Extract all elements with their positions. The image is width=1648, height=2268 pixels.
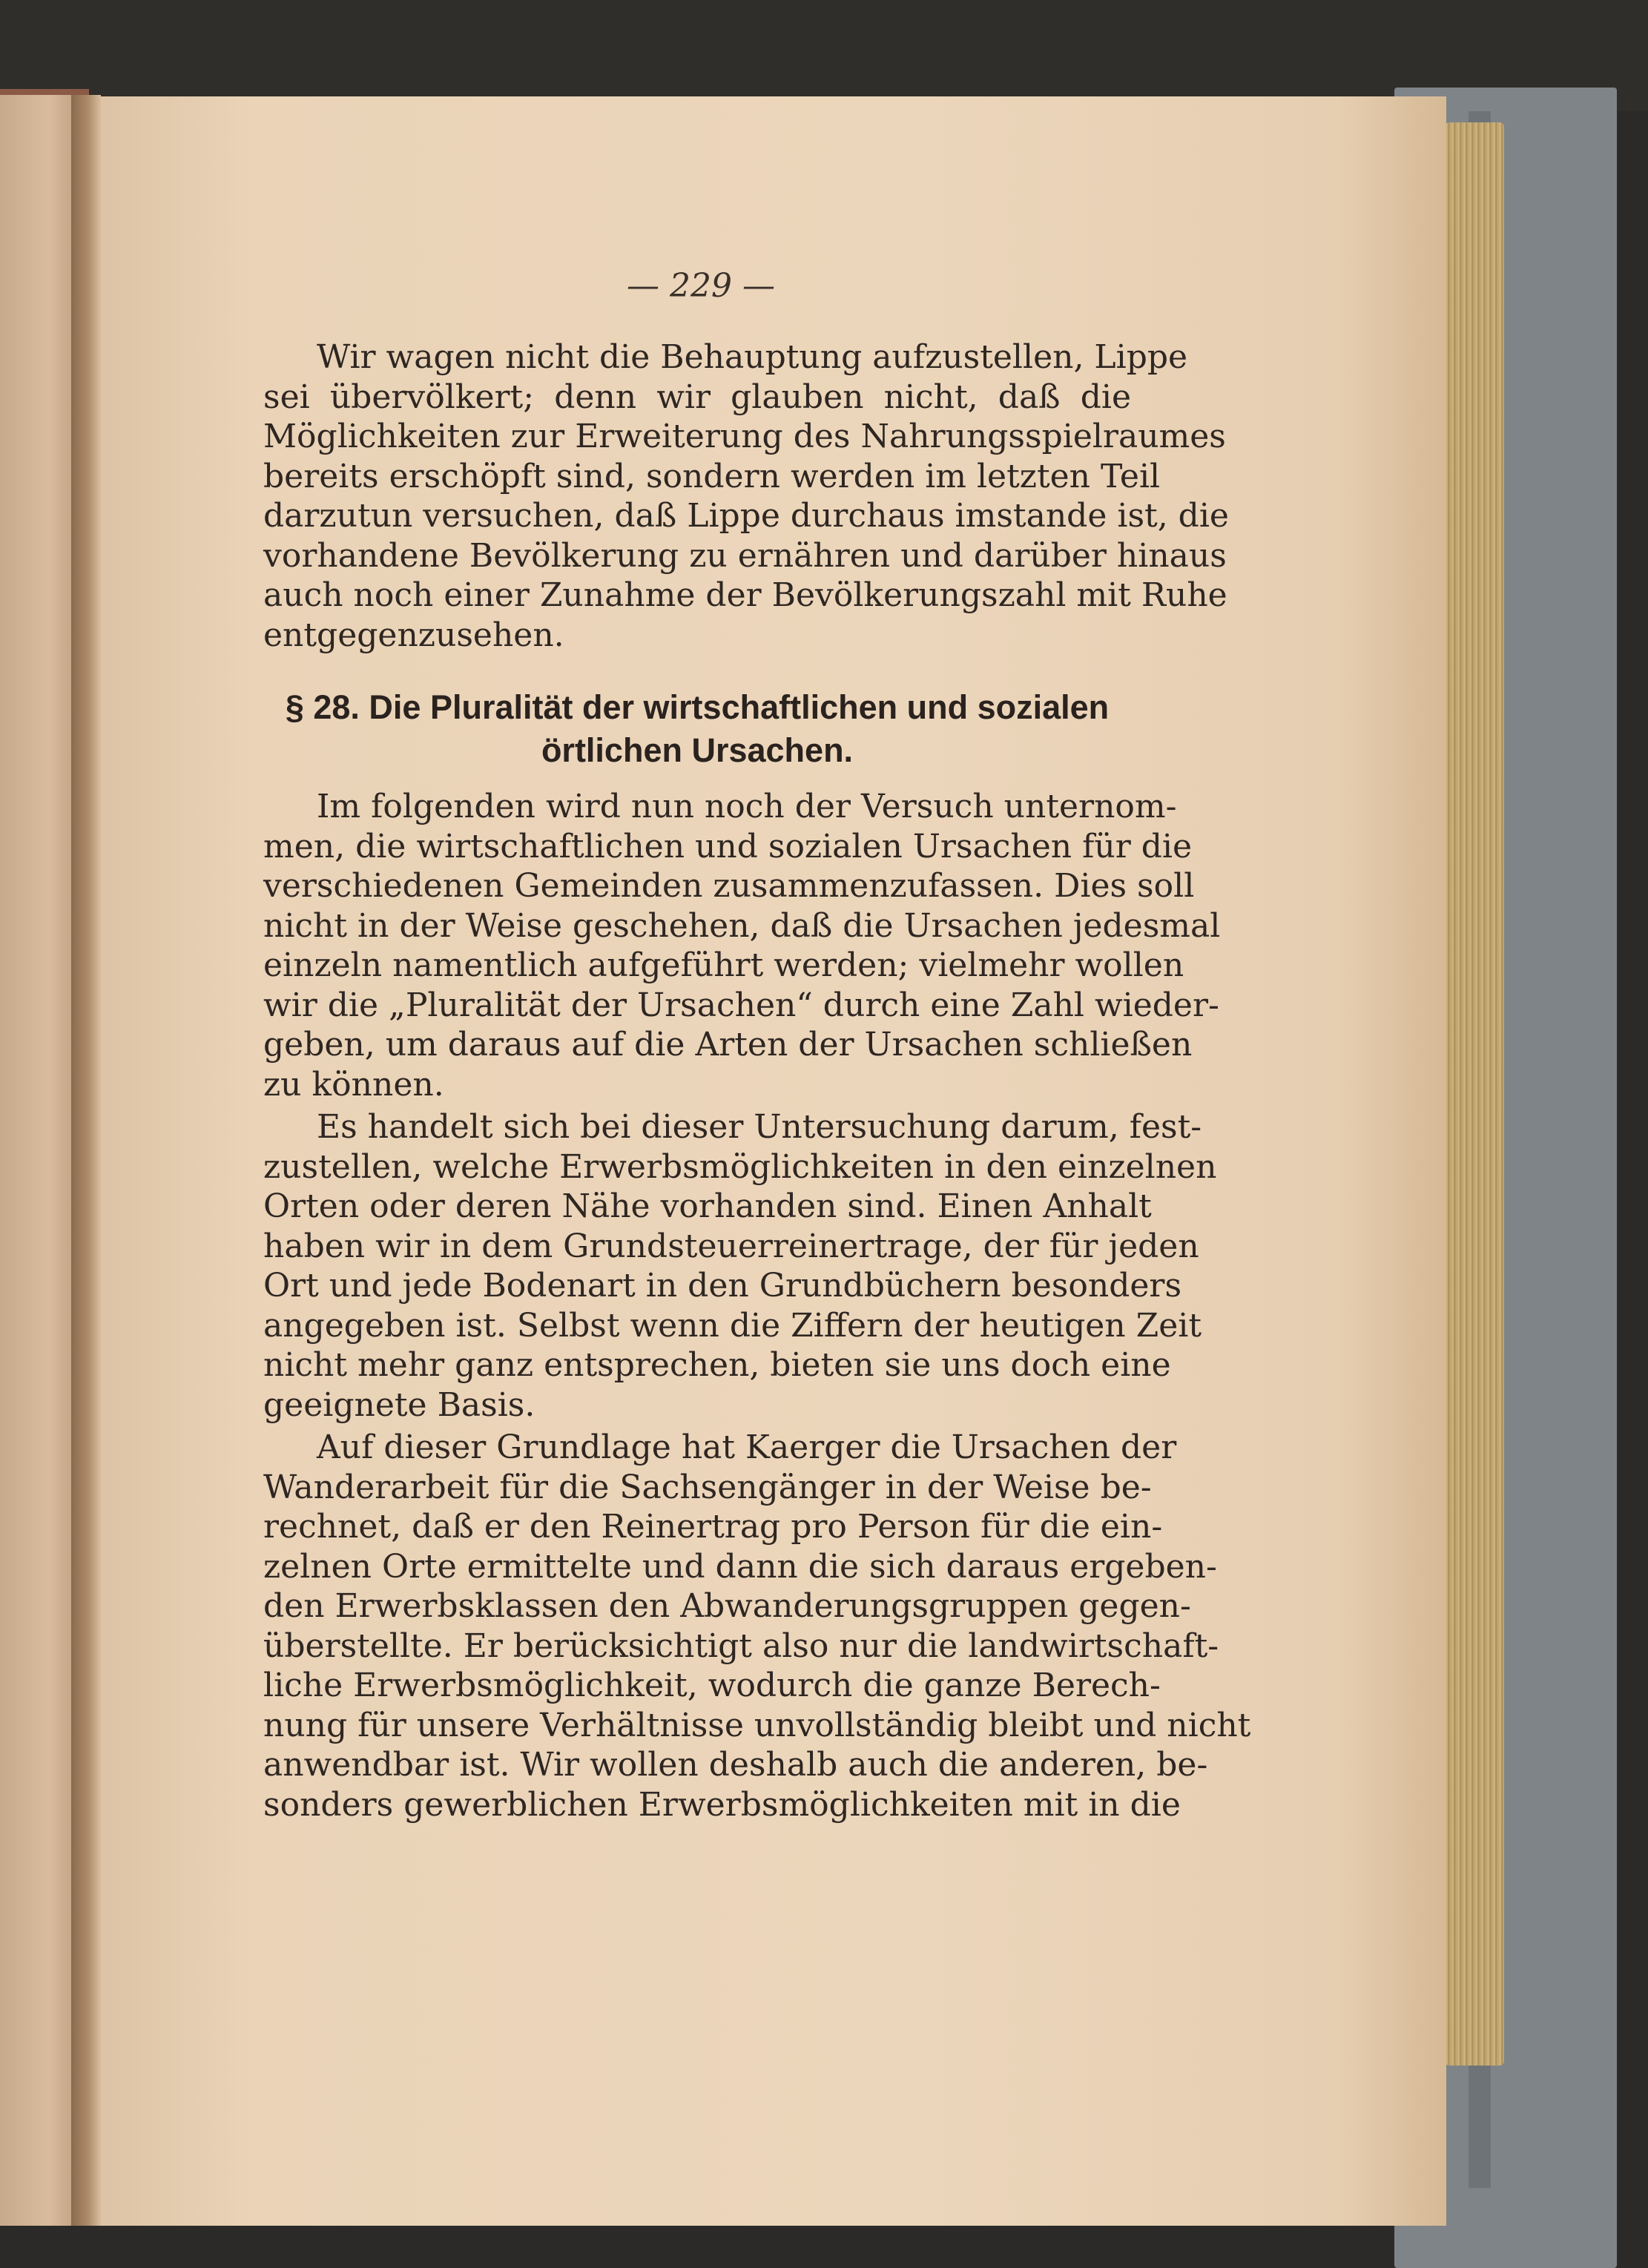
text-line: zelnen Orte ermittelte und dann die sich daraus ergeben-	[263, 1547, 1217, 1586]
section-heading	[263, 686, 1131, 772]
text-line: den Erwerbsklassen den Abwanderungsgruppen gegen-	[263, 1587, 1191, 1625]
text-line: geeignete Basis.	[263, 1385, 535, 1424]
text-line: bereits erschöpft sind, sondern werden im letzten Teil	[263, 457, 1161, 495]
text-line: nicht mehr ganz entsprechen, bieten sie uns doch eine	[263, 1346, 1171, 1384]
text-line: anwendbar ist. Wir wollen deshalb auch die anderen, be-	[263, 1746, 1208, 1784]
page-text	[263, 263, 1251, 1824]
text-line: vorhandene Bevölkerung zu ernähren und darüber hinaus	[263, 536, 1227, 575]
text-line: rechnet, daß er den Reinertrag pro Person für die ein-	[263, 1508, 1163, 1546]
text-line: Wir wagen nicht die Behauptung aufzustellen, Lippe	[317, 338, 1188, 376]
text-line: sonders gewerblichen Erwerbsmöglichkeiten mit in die	[263, 1785, 1181, 1824]
text-line: wir die „Pluralität der Ursachen“ durch eine Zahl wieder-	[263, 986, 1219, 1024]
text-line: zu können.	[263, 1065, 444, 1104]
text-line: Es handelt sich bei dieser Untersuchung darum, fest-	[317, 1108, 1202, 1146]
paragraph-3	[263, 1107, 1217, 1425]
text-line: men, die wirtschaftlichen und sozialen Ursachen für die	[263, 827, 1193, 866]
text-line: verschiedenen Gemeinden zusammenzufassen. Dies soll	[263, 867, 1195, 905]
page-edges	[1445, 122, 1504, 2066]
text-line: geben, um daraus auf die Arten der Ursachen schließen	[263, 1026, 1193, 1064]
text-line: entgegenzusehen.	[263, 616, 564, 654]
text-line: einzeln namentlich aufgeführt werden; vielmehr wollen	[263, 946, 1184, 984]
text-line: Ort und jede Bodenart in den Grundbüchern besonders	[263, 1267, 1182, 1305]
text-line: Auf dieser Grundlage hat Kaerger die Ursachen der	[317, 1428, 1177, 1466]
text-line: nicht in der Weise geschehen, daß die Ursachen jedesmal	[263, 906, 1221, 945]
heading-line: § 28. Die Pluralität der wirtschaftlichen und sozialen	[285, 688, 1110, 726]
text-line: angegeben ist. Selbst wenn die Ziffern der heutigen Zeit	[263, 1306, 1202, 1345]
text-line: nung für unsere Verhältnisse unvollständig bleibt und nicht	[263, 1706, 1251, 1744]
paragraph-4	[263, 1428, 1251, 1824]
text-line: überstellte. Er berücksichtigt also nur die landwirtschaft-	[263, 1626, 1219, 1665]
text-line: Wanderarbeit für die Sachsengänger in der Weise be-	[263, 1468, 1152, 1506]
text-line: Im folgenden wird nun noch der Versuch unternom-	[317, 788, 1177, 825]
text-line: liche Erwerbsmöglichkeit, wodurch die ganze Berech-	[263, 1667, 1161, 1704]
text-line: zustellen, welche Erwerbsmöglichkeiten in den einzelnen	[263, 1147, 1217, 1186]
text-line: darzutun versuchen, daß Lippe durchaus imstande ist, die	[263, 497, 1229, 535]
heading-line: örtlichen Ursachen.	[541, 731, 854, 769]
text-line: Möglichkeiten zur Erweiterung des Nahrungsspielraumes	[263, 418, 1226, 455]
page-number: — 229 —	[627, 267, 775, 305]
text-line: haben wir in dem Grundsteuerreinertrage, der für jeden	[263, 1227, 1199, 1265]
book-gutter	[71, 95, 101, 2226]
text-line: auch noch einer Zunahme der Bevölkerungszahl mit Ruhe	[263, 576, 1227, 614]
paragraph-2	[263, 787, 1221, 1104]
text-line: sei übervölkert; denn wir glauben nicht, daß die	[263, 378, 1131, 416]
text-line: Orten oder deren Nähe vorhanden sind. Einen Anhalt	[263, 1187, 1152, 1225]
paragraph-1	[263, 337, 1229, 655]
